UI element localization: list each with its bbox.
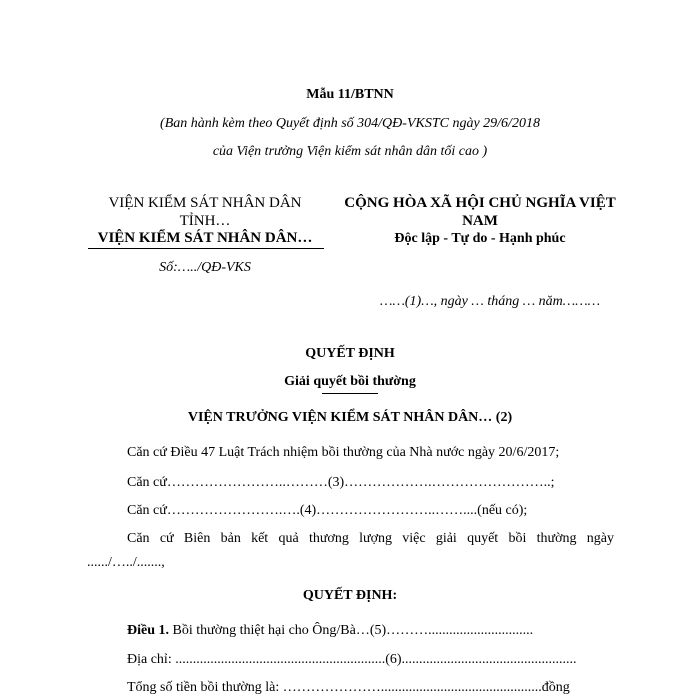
right-header-line-1: CỘNG HÒA XÃ HỘI CHỦ NGHĨA VIỆT [344,195,616,211]
basis-4-date: ....../…../......., [87,555,165,570]
form-code: Mẫu 11/BTNN [306,87,394,102]
left-header-line-2: TỈNH… [179,213,231,229]
basis-2: Căn cứ……………………..………(3)……………….……………………..; [127,475,555,490]
decision-title: QUYẾT ĐỊNH [305,346,395,361]
article-1-text: Bồi thường thiệt hại cho Ông/Bà…(5)……….............................. [169,623,534,638]
right-header-line-2: NAM [462,213,498,229]
issued-with-line-2: của Viện trưởng Viện kiểm sát nhân dân tối cao ) [212,144,488,159]
decision-number: Số:…../QĐ-VKS [159,260,251,275]
total-amount-line: Tổng số tiền bồi thường là: …………………..............................................đồng [127,680,570,695]
basis-3: Căn cứ…………………….….(4)……………………..……....(nếu có); [127,503,528,518]
left-header-agency: VIỆN KIỂM SÁT NHÂN DÂN… [97,230,313,246]
article-1 [127,623,533,639]
issuing-authority: VIỆN TRƯỞNG VIỆN KIỂM SÁT NHÂN DÂN… (2) [187,410,513,425]
place-date: ……(1)…, ngày … tháng … năm……… [380,294,601,309]
decision-subtitle: Giải quyết bồi thường [284,374,416,389]
basis-4: Căn cứ Biên bản kết quả thương lượng việc giải quyết bồi thường ngày [127,531,614,546]
decides-heading: QUYẾT ĐỊNH: [302,588,398,603]
left-header-underline [88,248,324,249]
issued-with-line-1: (Ban hành kèm theo Quyết định số 304/QĐ-VKSTC ngày 29/6/2018 [160,116,540,131]
subtitle-underline [322,393,378,394]
address-line: Địa chỉ: ............................................................(6).................................................. [127,652,577,667]
basis-1: Căn cứ Điều 47 Luật Trách nhiệm bồi thường của Nhà nước ngày 20/6/2017; [127,445,560,460]
left-header-line-1: VIỆN KIỂM SÁT NHÂN DÂN [108,195,302,211]
motto: Độc lập - Tự do - Hạnh phúc [394,231,566,246]
article-1-label: Điều 1. [127,623,169,638]
